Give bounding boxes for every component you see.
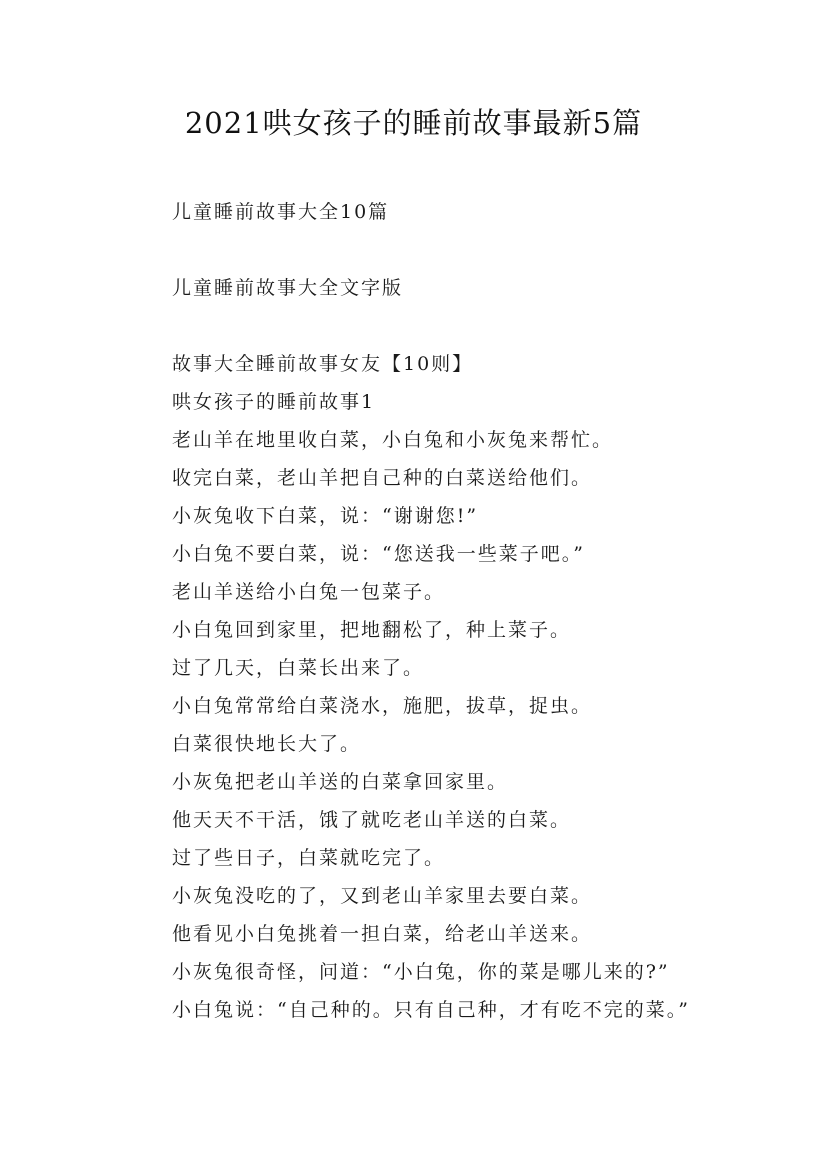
story-line: 小白兔不要白菜，说：“您送我一些菜子吧。” bbox=[172, 543, 585, 565]
story-line: 小白兔说：“自己种的。只有自己种，才有吃不完的菜。” bbox=[172, 999, 690, 1021]
story-line: 过了些日子，白菜就吃完了。 bbox=[172, 847, 446, 869]
story-line: 他天天不干活，饿了就吃老山羊送的白菜。 bbox=[172, 809, 572, 831]
subtitle-line: 儿童睡前故事大全10篇 bbox=[172, 201, 390, 223]
story-line: 小灰兔很奇怪，问道：“小白兔，你的菜是哪儿来的?” bbox=[172, 961, 670, 983]
story-line: 白菜很快地长大了。 bbox=[172, 733, 362, 755]
document-title: 2021哄女孩子的睡前故事最新5篇 bbox=[184, 106, 643, 140]
story-line: 过了几天，白菜长出来了。 bbox=[172, 657, 425, 679]
story-line: 小灰兔没吃的了，又到老山羊家里去要白菜。 bbox=[172, 885, 593, 907]
story-line: 老山羊在地里收白菜，小白兔和小灰兔来帮忙。 bbox=[172, 429, 614, 451]
story-line: 老山羊送给小白兔一包菜子。 bbox=[172, 581, 446, 603]
story-line: 收完白菜，老山羊把自己种的白菜送给他们。 bbox=[172, 467, 593, 489]
story-line: 小白兔常常给白菜浇水，施肥，拔草，捉虫。 bbox=[172, 695, 593, 717]
section-heading: 故事大全睡前故事女友【10则】 bbox=[172, 353, 474, 375]
story-line: 他看见小白兔挑着一担白菜，给老山羊送来。 bbox=[172, 923, 593, 945]
story-title: 哄女孩子的睡前故事1 bbox=[172, 391, 376, 413]
story-line: 小白兔回到家里，把地翻松了，种上菜子。 bbox=[172, 619, 572, 641]
story-line: 小灰兔把老山羊送的白菜拿回家里。 bbox=[172, 771, 509, 793]
story-line: 小灰兔收下白菜，说：“谢谢您!” bbox=[172, 505, 479, 527]
subtitle-line: 儿童睡前故事大全文字版 bbox=[172, 277, 404, 299]
